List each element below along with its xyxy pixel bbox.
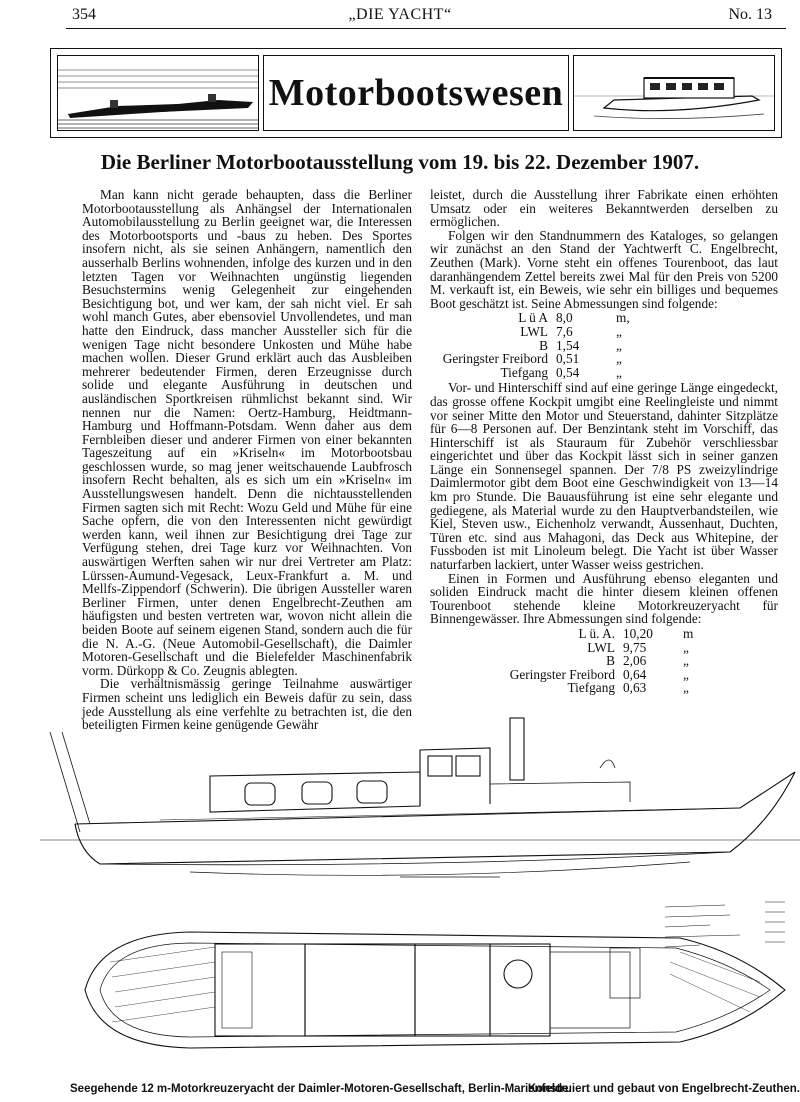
dimension-row: LWL 7,6 „ [520, 323, 622, 339]
right-column [430, 188, 778, 697]
caption-right: Konstruiert und gebaut von Engelbrecht-Zeuthen. [527, 1083, 800, 1095]
deck-plan [85, 932, 785, 1048]
paragraph: Die verhältnismässig geringe Teilnahme auswärtiger Firmen scheint uns lediglich ein Beweis dafür zu sein, dass jede Ausstellung als eine verfehlte zu betrachten ist, die den beteiligten Firmen keine genügende Gewähr [82, 676, 412, 733]
paragraph: Vor- und Hinterschiff sind auf eine geringe Länge eingedeckt, das grosse offene Kockpit umgibt eine Reelingleiste und nimmt vor seiner Mitte den Motor und Steuerstand, dahinter Sitzplätze für 6—8 Personen auf. Der Benzintank steht im Vorschiff, das Hinterschiff ist als Stauraum für Zubehör verschliessbar eingerichtet und über das Kockpit lässt sich in seiner ganzen Länge ein Sonnensegel spannen. Der 7/8 PS zweizylindrige Daimlermotor gibt dem Boot eine Geschwindigkeit von 13—14 km pro Stunde. Die Bauausführung ist eine sehr elegante und gediegene, als Material wurde zu den Hauptverbandsteilen, wie Kiel, Steven usw., Eichenholz verwandt, Aussenhaut, Duchten, Türen etc. sind aus Mahagoni, das Deck aus Whitepine, der Fussboden ist mit Linoleum belegt. Die Yacht ist über Wasser naturfarben lackiert, unter Wasser weiss gestrichen. [430, 380, 778, 573]
dimension-row: Geringster Freibord 0,64 „ [509, 666, 689, 682]
dimension-row: L ü. A. 10,20 m [578, 626, 694, 641]
dimension-row: B 2,06 „ [606, 653, 689, 669]
banner-racing-boats-illustration [57, 55, 259, 131]
page-number: 354 [72, 6, 96, 23]
banner-motor-launch-illustration [573, 55, 775, 131]
header-rule [66, 28, 786, 29]
banner-title: Motorbootswesen [263, 55, 569, 131]
dimension-row: B 1,54 „ [539, 337, 622, 353]
dimensions-table-2 [430, 627, 730, 695]
dimension-row: L ü A 8,0 m, [518, 310, 630, 326]
dimensions-table-1 [430, 311, 730, 379]
dimension-row: Geringster Freibord 0,51 „ [442, 351, 622, 367]
left-column [82, 188, 412, 732]
magazine-title: „DIE YACHT“ [348, 6, 452, 23]
paragraph: Folgen wir den Standnummern des Kataloges, so gelangen wir zunächst an den Stand der Yachtwerft C. Engelbrecht, Zeuthen (Mark). Vorne steht ein offenes Tourenboot, das laut daranhängendem Zettel bereits zwei Mal für den Preis von 5200 M. verkauft ist, ein Beweis, wie sehr ein billiges und bequemes Boot geschätzt ist. Seine Abmessungen sind folgende: [430, 227, 778, 311]
dimension-row: Tiefgang 0,54 „ [500, 364, 622, 380]
article-title: Die Berliner Motorbootausstellung vom 19. bis 22. Dezember 1907. [100, 150, 700, 174]
caption-left: Seegehende 12 m-Motorkreuzeryacht der Daimler-Motoren-Gesellschaft, Berlin-Marienfelde. [70, 1083, 572, 1095]
issue-number: No. 13 [728, 6, 772, 23]
side-elevation [40, 718, 800, 877]
paragraph: Einen in Formen und Ausführung ebenso eleganten und soliden Eindruck macht die hinter diesem kleinen offenen Tourenboot stehende kleine Motorkreuzeryacht für Binnengewässer. Ihre Abmessungen sind folgende: [430, 570, 778, 627]
dimension-row: LWL 9,75 „ [587, 639, 689, 655]
paragraph: leistet, durch die Ausstellung ihrer Fabrikate einen erhöhten Umsatz oder ein weiteres Bekanntwerden derselben zu ermöglichen. [430, 187, 778, 230]
paragraph: Man kann nicht gerade behaupten, dass die Berliner Motorbootausstellung als Anhängsel der Internationalen Automobilausstellung zu Berlin geeignet war, die Interessen des Motorbootsports und -baus zu heben. Des Sportes insofern nicht, als sie seinen Anhängern, namentlich den ausserhalb Berlins wohnenden, infolge des kurzen und in den letzten Tagen vor Weihnachten ungünstig liegenden Besuchstermins wenig Gelegenheit zur eingehenden Besichtigung bot, und wer kam, der sah nicht viel. Er sah wohl manch Gutes, aber ebensoviel Unvollendetes, und man hatte den Eindruck, dass mancher Aussteller sich für die wenigen Tage nicht besondere Unkosten und Mühe habe machen wollen. Dieser Grund erklärt auch das Ausbleiben mehrerer bedeutender Firmen, deren Erzeugnisse durch solide und elegante Ausführung in deutschen und ausländischen Sportkreisen rühmlichst bekannt sind. Wir nennen nur die Namen: Oertz-Hamburg, Heidtmann-Hamburg und Hoffmann-Potsdam. Wenn daher aus dem Fernbleiben dieser und anderer Firmen von einer bekannten Tageszeitung auf ein »Kriseln« im Motorbootsbau geschlossen wurde, so mag jener weitschauende Laubfrosch insofern Recht behalten, als es sich um ein »Kriseln« im Ausstellungswesen handelt. Denn die nichtausstellenden Firmen sagten sich mit Recht: Wozu Geld und Mühe für eine Sache opfern, die von den Interessenten nicht gewürdigt werden kann, weil ihnen zur Besichtigung drei Tage zur Verfügung stehen, drei Tage kurz vor Weihnachten. Von auswärtigen Werften sahen wir nur drei Vertreter am Platz: Lürssen-Aumund-Vegesack, Leux-Frankfurt a. M. und Mellfs-Zippendorf (Schwerin). Die übrigen Aussteller waren Berliner Firmen, unter denen Engelbrecht-Zeuthen am häufigsten und besten vertreten war, wovon nicht allein die beiden Boote auf seinem eigenen Stand, sondern auch die für die N. A.-G. (Neue Automobil-Gesellschaft), die Daimler Motoren-Gesellschaft und die Bielefelder Maschinenfabrik vorm. Dürkopp & Co. Zeugnis ablegten. [82, 187, 412, 678]
section-banner [50, 48, 782, 138]
dimension-row: Tiefgang 0,63 „ [567, 680, 689, 696]
yacht-plan-drawing [40, 712, 800, 1077]
